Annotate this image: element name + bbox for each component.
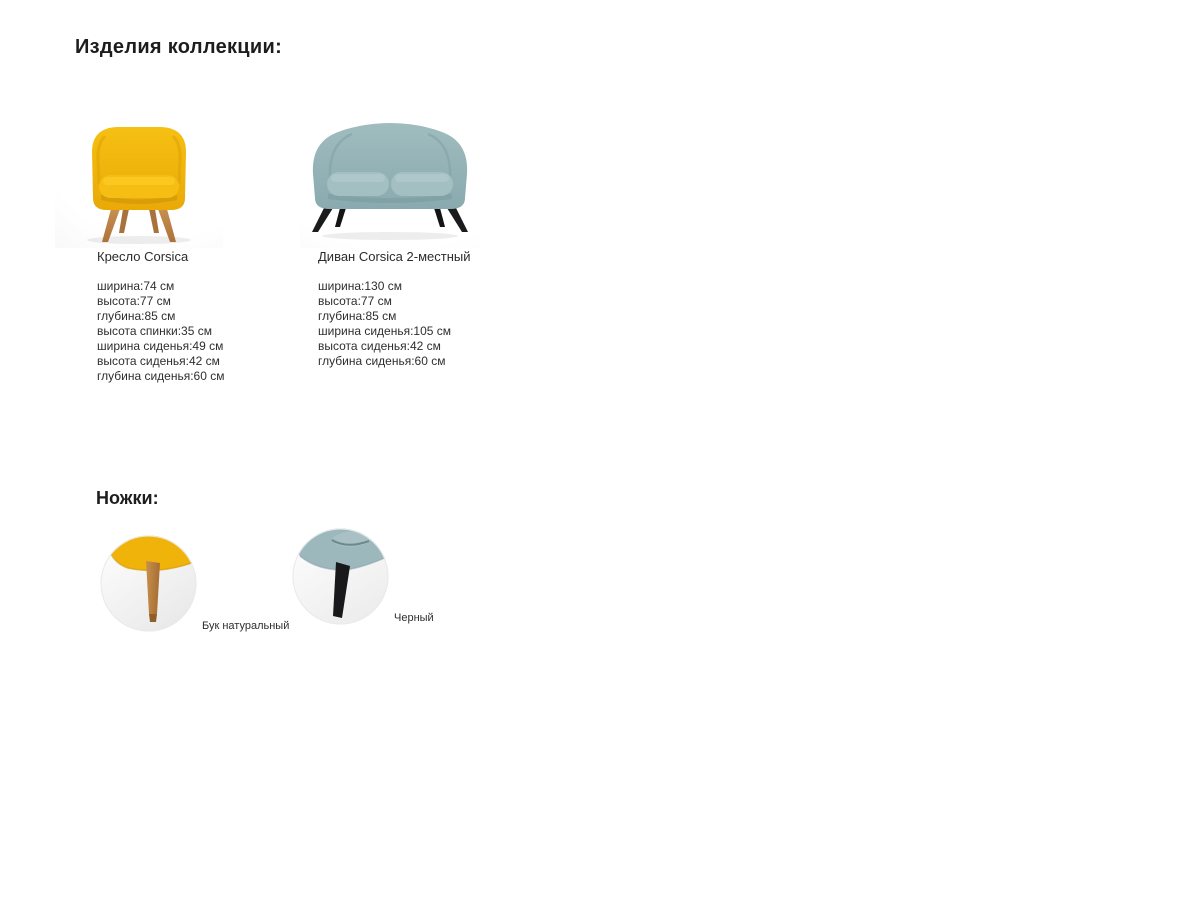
leg-option-black-image bbox=[292, 528, 389, 625]
sofa-image bbox=[300, 118, 480, 248]
leg-option-label: Бук натуральный bbox=[202, 620, 290, 632]
spec-line: глубина сиденья:60 см bbox=[318, 354, 446, 368]
spec-line: глубина:85 см bbox=[97, 309, 176, 323]
armchair-photo bbox=[55, 116, 223, 248]
armchair-image bbox=[55, 116, 223, 248]
spec-line: высота сиденья:42 см bbox=[318, 339, 441, 353]
product-specs bbox=[318, 279, 451, 369]
product-name: Кресло Corsica bbox=[97, 249, 189, 264]
spec-line: высота:77 см bbox=[318, 294, 392, 308]
wood-leg-closeup-icon bbox=[100, 535, 197, 632]
product-specs bbox=[97, 279, 224, 384]
spec-line: высота:77 см bbox=[97, 294, 171, 308]
product-name: Диван Corsica 2-местный bbox=[318, 249, 471, 264]
leg-option-label: Черный bbox=[394, 612, 434, 624]
spec-line: высота спинки:35 см bbox=[97, 324, 212, 338]
black-leg-closeup-icon bbox=[292, 528, 389, 625]
spec-line: высота сиденья:42 см bbox=[97, 354, 220, 368]
leg-option-beech-image bbox=[100, 535, 197, 632]
spec-line: глубина:85 см bbox=[318, 309, 397, 323]
spec-line: ширина сиденья:105 см bbox=[318, 324, 452, 338]
spec-line: ширина сиденья:49 см bbox=[97, 339, 224, 353]
spec-line: ширина:130 см bbox=[318, 279, 402, 293]
sofa-photo bbox=[300, 118, 480, 248]
spec-line: глубина сиденья:60 см bbox=[97, 369, 225, 383]
legs-section-title: Ножки: bbox=[96, 488, 159, 508]
collection-title: Изделия коллекции: bbox=[75, 36, 283, 58]
spec-line: ширина:74 см bbox=[97, 279, 175, 293]
